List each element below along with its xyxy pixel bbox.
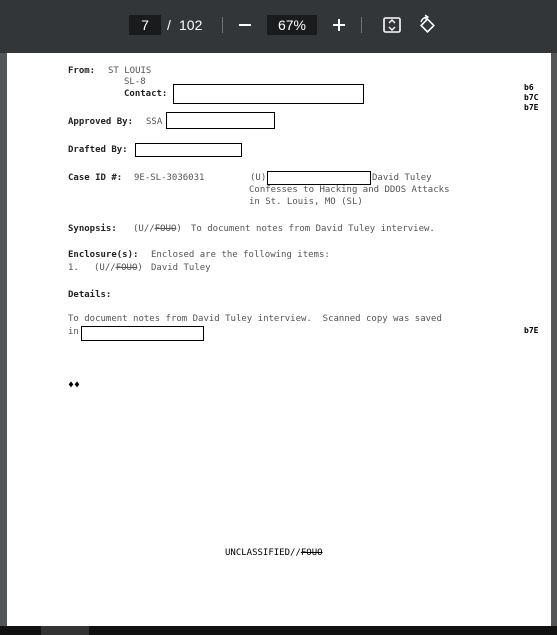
case-id-label: Case ID #:: [68, 173, 123, 183]
details-in: in: [68, 327, 79, 337]
redaction-box: [173, 84, 364, 104]
rotate-button[interactable]: [416, 14, 438, 36]
sl-code: SL-8: [124, 77, 146, 87]
toolbar-divider: [361, 17, 362, 33]
details-label: Details:: [68, 290, 112, 300]
title-line-2: Confesses to Hacking and DDOS Attacks: [249, 185, 450, 195]
enclosures-text: Enclosed are the following items:: [151, 250, 330, 260]
synopsis-label: Synopsis:: [68, 224, 117, 234]
zoom-level-input[interactable]: 67%: [267, 15, 317, 35]
approved-by-label: Approved By:: [68, 117, 134, 127]
enclosure-number: 1.: [68, 263, 79, 273]
plus-icon: [328, 14, 350, 36]
page-separator: /: [167, 17, 171, 33]
zoom-in-button[interactable]: [328, 14, 350, 36]
contact-label: Contact:: [124, 89, 168, 99]
from-label: From:: [68, 66, 96, 76]
pdf-toolbar: [0, 0, 557, 53]
pdf-page: [7, 53, 551, 626]
approved-by-value: SSA: [146, 117, 163, 127]
classification-footer: UNCLASSIFIED//FOUO: [225, 548, 323, 558]
zoom-out-button[interactable]: [234, 14, 256, 36]
from-value: ST LOUIS: [108, 66, 152, 76]
exemption-code: b6: [524, 83, 534, 92]
scrollbar-thumb[interactable]: [41, 626, 89, 635]
drafted-by-label: Drafted By:: [68, 145, 128, 155]
synopsis-classification: (U//FOUO): [133, 224, 182, 234]
redaction-box: [81, 326, 204, 341]
rotate-icon: [416, 14, 438, 36]
fit-page-icon: [381, 14, 403, 36]
redaction-box: [166, 112, 275, 129]
exemption-code: b7E: [524, 326, 539, 335]
minus-icon: [234, 14, 256, 36]
synopsis-text: To document notes from David Tuley interview.: [191, 224, 435, 234]
current-page-input[interactable]: 7: [129, 15, 161, 35]
fit-to-page-button[interactable]: [381, 14, 403, 36]
enclosure-item: David Tuley: [151, 263, 211, 273]
title-prefix: (U): [250, 173, 267, 183]
title-line-3: in St. Louis, MO (SL): [249, 197, 363, 207]
case-id-value: 9E-SL-3036031: [134, 173, 205, 183]
details-line-1: To document notes from David Tuley interview. Scanned copy was saved: [68, 314, 442, 324]
diamond-markers: ♦♦: [68, 380, 81, 391]
redaction-box: [267, 171, 371, 185]
bottom-scrollbar[interactable]: [0, 626, 557, 635]
title-name: David Tuley: [372, 173, 432, 183]
total-pages: 102: [179, 17, 203, 33]
exemption-code: b7E: [524, 103, 539, 112]
exemption-code: b7C: [524, 93, 539, 102]
redaction-box: [135, 143, 242, 157]
enclosures-label: Enclosure(s):: [68, 250, 139, 260]
toolbar-divider: [222, 17, 223, 33]
enclosure-classification: (U//FOUO): [94, 263, 143, 273]
